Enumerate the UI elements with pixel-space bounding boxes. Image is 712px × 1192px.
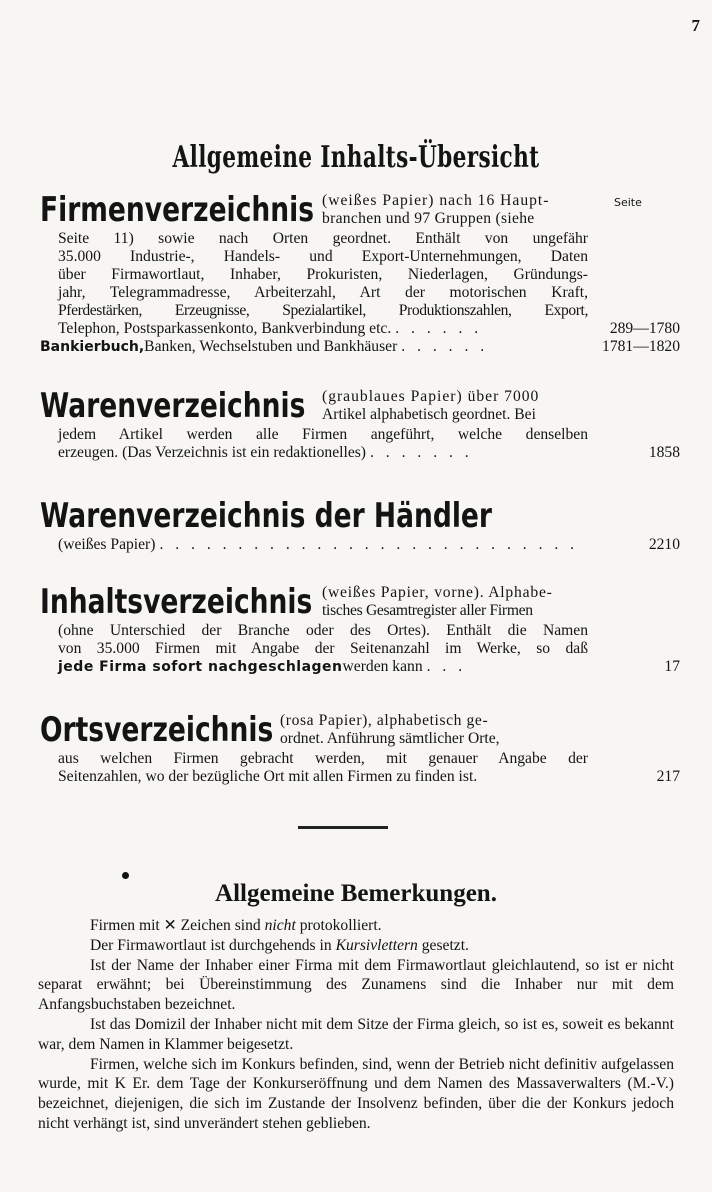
firmen-side-line-1: (weißes Papier) nach 16 Haupt-: [322, 192, 550, 209]
firmen-last-line: Telephon, Postsparkassenkonto, Bankverbindung etc.: [58, 320, 392, 337]
firmen-pages: 289—1780: [609, 320, 680, 337]
page-number: 7: [691, 16, 700, 35]
orts-line-1: aus welchen Firmen gebracht werden, mit genauer Angabe der: [58, 750, 588, 767]
inhalts-page-entry: [40, 658, 680, 676]
heading-inhaltsverzeichnis: Inhaltsverzeichnis: [40, 582, 313, 622]
inhalts-side-line-2: tisches Gesamtregister aller Firmen: [322, 602, 533, 619]
page-title: Allgemeine Inhalts-Übersicht: [172, 140, 540, 175]
haendler-dots: . . . . . . . . . . . . . . . . . . . . . . . . . . .: [159, 536, 579, 553]
waren-dots: . . . . . . .: [370, 444, 473, 461]
haendler-pages: 2210: [648, 536, 680, 553]
bankier-label: Bankierbuch,: [40, 339, 145, 355]
waren-page-entry: [40, 444, 680, 462]
bankier-pages: 1781—1820: [602, 338, 680, 355]
inhalts-pages: 17: [664, 658, 680, 675]
haendler-text: (weißes Papier): [58, 536, 156, 553]
remark-2-text-b: gesetzt.: [417, 936, 469, 954]
inhalts-line-2: von 35.000 Firmen mit Angabe der Seitenanzahl im Werke, so daß: [58, 640, 588, 657]
inhalts-last-text: werden kann: [342, 658, 423, 675]
heading-haendler: Warenverzeichnis der Händler: [40, 496, 492, 536]
seite-column-header: Seite: [614, 196, 642, 209]
section-firmenverzeichnis: [40, 190, 680, 356]
section-haendler: [40, 496, 680, 554]
firmen-line-1: Seite 11) sowie nach Orten geordnet. Enthält von ungefähr: [58, 230, 588, 247]
section-warenverzeichnis: [40, 386, 680, 462]
firmen-line-2: 35.000 Industrie-, Handels- und Export-Unternehmungen, Daten: [58, 248, 588, 265]
section-divider-rule: [298, 826, 388, 829]
heading-ortsverzeichnis: Ortsverzeichnis: [40, 710, 274, 750]
waren-side-line-1: (graublaues Papier) über 7000: [322, 388, 540, 405]
firmen-line-4: jahr, Telegrammadresse, Arbeiterzahl, Art der motorischen Kraft,: [58, 284, 588, 301]
waren-last-line: erzeugen. (Das Verzeichnis ist ein redaktionelles): [58, 444, 366, 461]
section-ortsverzeichnis: [40, 710, 680, 786]
firmen-dots: . . . . . .: [395, 320, 483, 337]
remark-1-text-a: Firmen mit: [90, 917, 164, 934]
remark-2-emphasis: Kursivlettern: [335, 936, 418, 954]
bankier-entry: [40, 338, 680, 356]
orts-side-line-1: (rosa Papier), alphabetisch ge-: [280, 712, 489, 729]
remark-paragraph-1: [38, 916, 674, 936]
firmen-line-5: Pferdestärken, Erzeugnisse, Spezialartikel, Produktionszahlen, Export,: [58, 302, 588, 319]
waren-side-line-2: Artikel alphabetisch geordnet. Bei: [322, 406, 536, 423]
waren-line-1: jedem Artikel werden alle Firmen angeführt, welche denselben: [58, 426, 588, 443]
orts-side-line-2: ordnet. Anführung sämtlicher Orte,: [280, 730, 500, 747]
heading-warenverzeichnis: Warenverzeichnis: [40, 386, 306, 426]
section-inhaltsverzeichnis: [40, 582, 680, 676]
remark-paragraph-3: Ist der Name der Inhaber einer Firma mit dem Firmawortlaut gleichlautend, so ist er nicht separat erwähnt; bei Übereinstimmung des Zunamens sind die Inhaber nur mit dem Anfangsbuchstaben bezeichnet.: [38, 956, 674, 1014]
remark-2-text-a: Der Firmawortlaut ist durchgehends in: [90, 936, 336, 954]
firmen-page-entry: [40, 320, 680, 338]
remarks-body: [38, 916, 674, 1134]
remark-paragraph-5: Firmen, welche sich im Konkurs befinden, sind, wenn der Betrieb nicht definitiv aufgelassen wurde, mit K Er. dem Tage der Konkurseröffnung und dem Namen des Massaverwalters (M.-V.) bezeichnet, diejenigen, die sich im Zustande der Insolvenz befinden, über die der Konkurs jedoch nicht verhängt ist, sind unverändert stehen geblieben.: [38, 1055, 674, 1132]
inhalts-line-1: (ohne Unterschied der Branche oder des Ortes). Enthält die Namen: [58, 622, 588, 639]
remark-paragraph-2: [38, 936, 674, 956]
inhalts-side-line-1: (weißes Papier, vorne). Alphabe-: [322, 584, 553, 601]
remark-1-text-b: Zeichen sind: [176, 917, 265, 934]
remarks-title: Allgemeine Bemerkungen.: [215, 880, 497, 907]
inhalts-bold-phrase: jede Firma sofort nachgeschlagen: [58, 659, 343, 675]
remark-paragraph-4: Ist das Domizil der Inhaber nicht mit dem Sitze der Firma gleich, so ist es, soweit es bekannt war, dem Namen in Klammer beigesetzt.: [38, 1015, 674, 1053]
bankier-dots: . . . . . .: [401, 338, 489, 355]
waren-pages: 1858: [648, 444, 680, 461]
heading-firmenverzeichnis: Firmenverzeichnis: [40, 190, 315, 230]
remark-1-text-c: protokolliert.: [295, 917, 382, 934]
firmen-line-3: über Firmawortlaut, Inhaber, Prokuristen, Niederlagen, Gründungs-: [58, 266, 588, 283]
remark-1-emphasis: nicht: [264, 917, 296, 934]
orts-last-line: Seitenzahlen, wo der bezügliche Ort mit allen Firmen zu finden ist.: [58, 768, 478, 785]
firmen-side-line-2: branchen und 97 Gruppen (siehe: [322, 210, 535, 227]
haendler-page-entry: [40, 536, 680, 554]
bullet-mark: [122, 872, 129, 879]
orts-page-entry: [40, 768, 680, 786]
inhalts-dots: . . .: [426, 658, 467, 675]
orts-pages: 217: [656, 768, 680, 785]
bankier-text: Banken, Wechselstuben und Bankhäuser: [144, 338, 398, 355]
cross-sign-icon: ✕: [163, 916, 177, 934]
